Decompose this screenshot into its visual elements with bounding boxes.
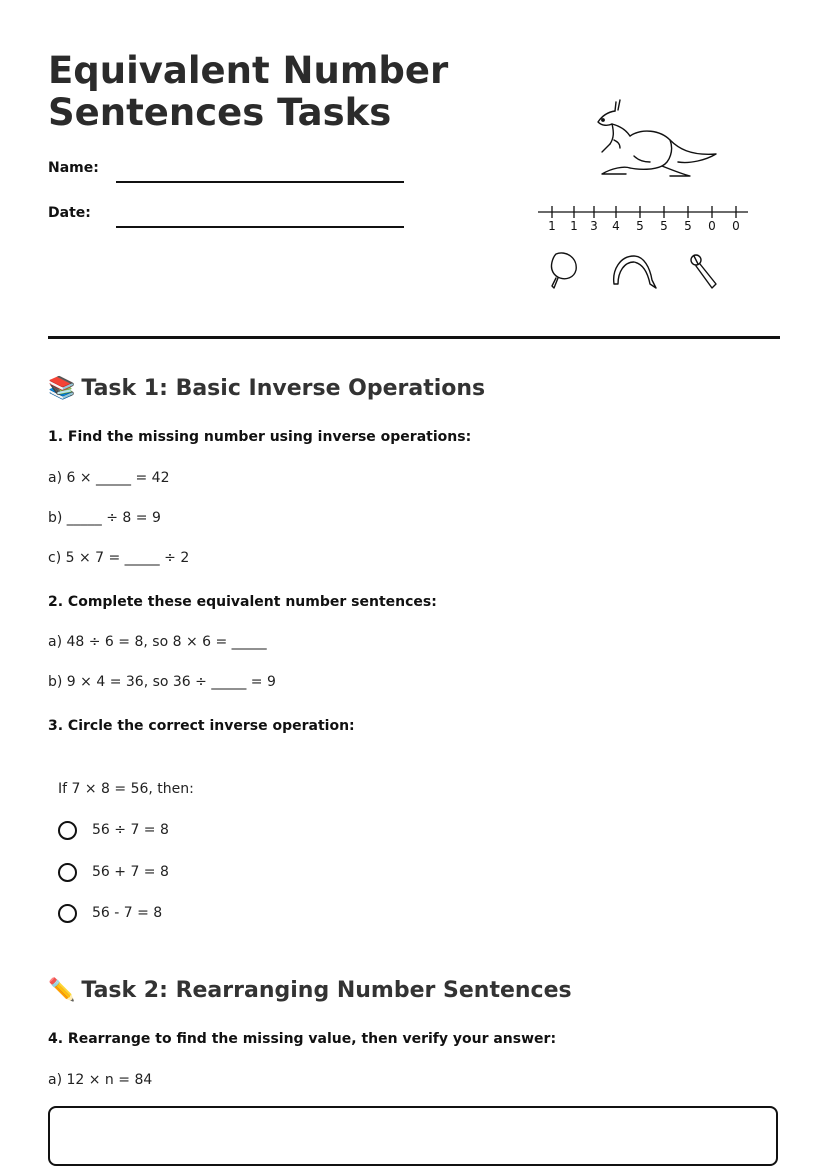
question-2-prompt: 2. Complete these equivalent number sentences: [48, 594, 437, 610]
tools-illustration [540, 248, 730, 294]
option-label: 56 ÷ 7 = 8 [92, 822, 169, 838]
number-line-label: 0 [732, 219, 740, 233]
radio-circle-icon[interactable] [58, 904, 77, 923]
question-1b: b) _____ ÷ 8 = 9 [48, 510, 161, 526]
header-divider [48, 336, 780, 339]
number-line-label: 1 [570, 219, 578, 233]
option-3[interactable] [58, 901, 162, 925]
number-line-label: 4 [612, 219, 620, 233]
magnifying-glass-icon [551, 253, 576, 288]
question-2a: a) 48 ÷ 6 = 8, so 8 × 6 = _____ [48, 634, 267, 650]
answer-box[interactable] [48, 1106, 778, 1166]
pencil-icon: ✏️ [48, 978, 76, 1003]
books-icon: 📚 [48, 376, 76, 401]
ice-cream-scoop-icon [691, 255, 716, 288]
option-label: 56 + 7 = 8 [92, 864, 169, 880]
question-3-premise: If 7 × 8 = 56, then: [58, 781, 194, 797]
number-line-label: 5 [636, 219, 644, 233]
task-2-heading [48, 978, 572, 1004]
question-3-prompt: 3. Circle the correct inverse operation: [48, 718, 355, 734]
name-field[interactable] [116, 181, 404, 183]
radio-circle-icon[interactable] [58, 821, 77, 840]
number-line-illustration [534, 200, 752, 234]
question-4a: a) 12 × n = 84 [48, 1072, 153, 1088]
kangaroo-illustration [590, 96, 722, 180]
date-field[interactable] [116, 226, 404, 228]
date-label: Date: [48, 205, 91, 221]
radio-circle-icon[interactable] [58, 863, 77, 882]
boomerang-icon [614, 256, 656, 288]
number-line-label: 5 [684, 219, 692, 233]
question-4-prompt: 4. Rearrange to find the missing value, then verify your answer: [48, 1031, 557, 1047]
option-1[interactable] [58, 818, 169, 842]
task-2-title: Task 2: Rearranging Number Sentences [81, 978, 572, 1003]
task-1-title: Task 1: Basic Inverse Operations [81, 376, 486, 401]
page-title: Equivalent Number Sentences Tasks [48, 49, 449, 134]
option-label: 56 - 7 = 8 [92, 905, 163, 921]
number-line-label: 5 [660, 219, 668, 233]
question-2b: b) 9 × 4 = 36, so 36 ÷ _____ = 9 [48, 674, 276, 690]
task-1-heading [48, 376, 485, 402]
number-line-label: 0 [708, 219, 716, 233]
question-1a: a) 6 × _____ = 42 [48, 470, 170, 486]
number-line-label: 3 [590, 219, 598, 233]
question-1-prompt: 1. Find the missing number using inverse operations: [48, 429, 472, 445]
option-2[interactable] [58, 860, 169, 884]
question-1c: c) 5 × 7 = _____ ÷ 2 [48, 550, 190, 566]
name-label: Name: [48, 160, 99, 176]
number-line-label: 1 [548, 219, 556, 233]
